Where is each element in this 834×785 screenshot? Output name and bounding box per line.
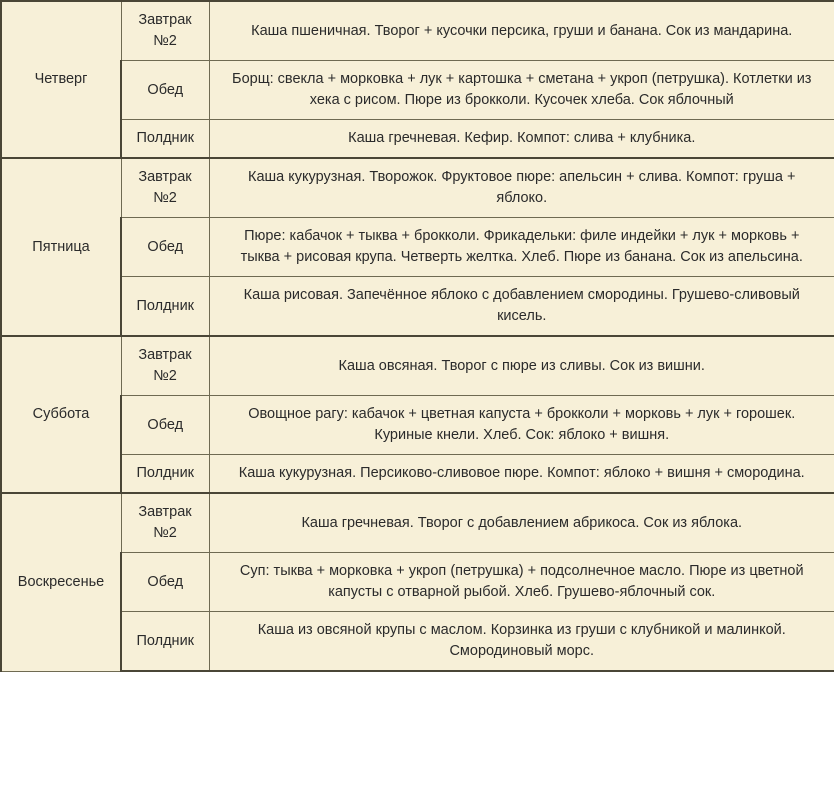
table-row bbox=[1, 336, 834, 396]
meal-label: Полдник bbox=[121, 120, 209, 159]
table-row bbox=[1, 218, 834, 277]
meal-label: Обед bbox=[121, 218, 209, 277]
menu-table-body bbox=[1, 1, 834, 671]
meal-label: Полдник bbox=[121, 612, 209, 672]
meal-label: Обед bbox=[121, 396, 209, 455]
meal-description: Овощное рагу: кабачок + цветная капуста + брокколи + морковь + лук + горошек. Куриные кнели. Хлеб. Сок: яблоко + вишня. bbox=[209, 396, 834, 455]
table-row bbox=[1, 1, 834, 61]
table-row bbox=[1, 120, 834, 159]
meal-description: Каша из овсяной крупы с маслом. Корзинка из груши с клубникой и малинкой. Смородиновый морс. bbox=[209, 612, 834, 672]
meal-description: Каша кукурузная. Персиково-сливовое пюре. Компот: яблоко + вишня + смородина. bbox=[209, 455, 834, 494]
meal-description: Каша рисовая. Запечённое яблоко с добавлением смородины. Грушево-сливовый кисель. bbox=[209, 277, 834, 337]
day-label-chetverg: Четверг bbox=[1, 1, 121, 158]
day-label-subbota: Суббота bbox=[1, 336, 121, 493]
meal-description: Борщ: свекла + морковка + лук + картошка + сметана + укроп (петрушка). Котлетки из хека с рисом. Пюре из брокколи. Кусочек хлеба. Сок яблочный bbox=[209, 61, 834, 120]
meal-label: Полдник bbox=[121, 455, 209, 494]
meal-description: Каша гречневая. Творог с добавлением абрикоса. Сок из яблока. bbox=[209, 493, 834, 553]
meal-description: Каша кукурузная. Творожок. Фруктовое пюре: апельсин + слива. Компот: груша + яблоко. bbox=[209, 158, 834, 218]
table-row bbox=[1, 493, 834, 553]
table-row bbox=[1, 158, 834, 218]
table-row bbox=[1, 277, 834, 337]
meal-label: Полдник bbox=[121, 277, 209, 337]
meal-description: Каша пшеничная. Творог + кусочки персика, груши и банана. Сок из мандарина. bbox=[209, 1, 834, 61]
day-label-pyatnica: Пятница bbox=[1, 158, 121, 336]
meal-label: Завтрак №2 bbox=[121, 336, 209, 396]
meal-description: Каша гречневая. Кефир. Компот: слива + клубника. bbox=[209, 120, 834, 159]
meal-label: Обед bbox=[121, 61, 209, 120]
table-row bbox=[1, 61, 834, 120]
meal-label: Завтрак №2 bbox=[121, 158, 209, 218]
table-row bbox=[1, 612, 834, 672]
meal-description: Каша овсяная. Творог с пюре из сливы. Сок из вишни. bbox=[209, 336, 834, 396]
day-label-voskresenye: Воскресенье bbox=[1, 493, 121, 671]
table-row bbox=[1, 396, 834, 455]
meal-label: Обед bbox=[121, 553, 209, 612]
meal-description: Пюре: кабачок + тыква + брокколи. Фрикадельки: филе индейки + лук + морковь + тыква + рисовая крупа. Четверть желтка. Хлеб. Пюре из банана. Сок из апельсина. bbox=[209, 218, 834, 277]
meal-label: Завтрак №2 bbox=[121, 493, 209, 553]
table-row bbox=[1, 553, 834, 612]
meal-description: Суп: тыква + морковка + укроп (петрушка) + подсолнечное масло. Пюре из цветной капусты с отварной рыбой. Хлеб. Грушево-яблочный сок. bbox=[209, 553, 834, 612]
meal-label: Завтрак №2 bbox=[121, 1, 209, 61]
table-row bbox=[1, 455, 834, 494]
